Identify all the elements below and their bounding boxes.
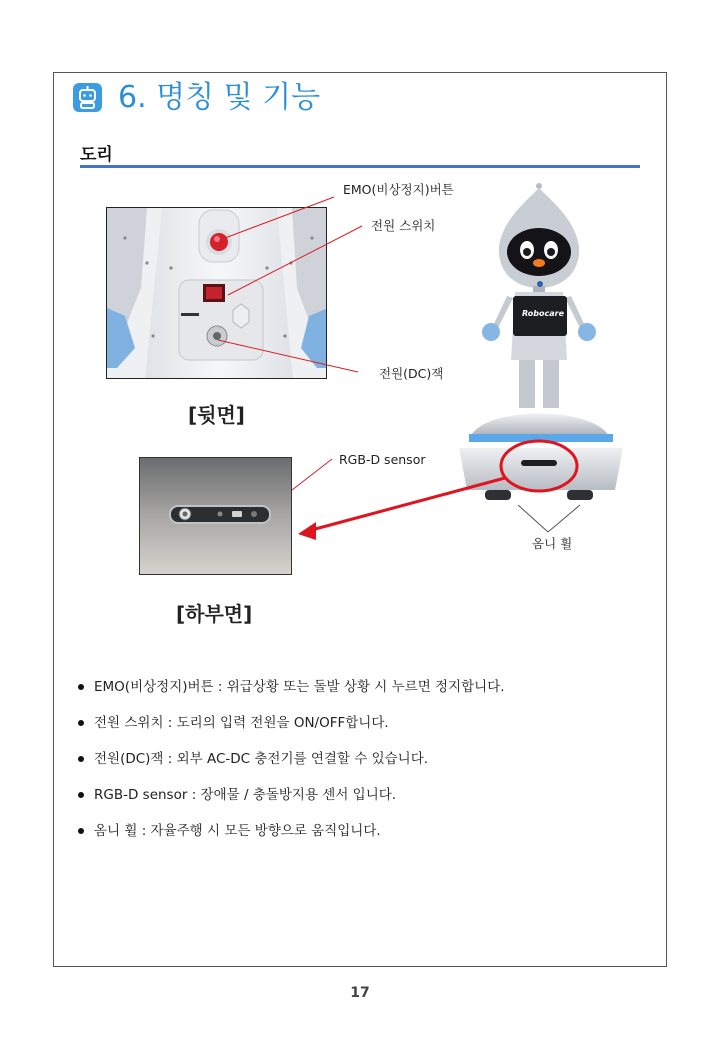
bottom-caption: [하부면] — [176, 602, 253, 626]
robot-image — [455, 180, 633, 505]
subsection-title: 도리 — [80, 145, 113, 165]
bullet-icon — [78, 684, 84, 690]
section-title: 6. 명칭 및 기능 — [118, 80, 321, 115]
bullet-icon — [78, 720, 84, 726]
list-item-text: RGB-D sensor : 장애물 / 충돌방지용 센서 입니다. — [94, 787, 397, 803]
bottom-photo — [139, 457, 292, 575]
page-number: 17 — [350, 985, 370, 1001]
robot-icon — [73, 83, 102, 112]
rgbd-sensor-callout: RGB-D sensor — [339, 452, 426, 467]
bullet-icon — [78, 756, 84, 762]
list-item-text: 옴니 휠 : 자율주행 시 모든 방향으로 움직입니다. — [94, 823, 381, 839]
list-item — [76, 676, 505, 712]
feature-list — [76, 676, 505, 856]
emo-button-callout: EMO(비상정지)버튼 — [343, 182, 454, 197]
list-item — [76, 712, 505, 748]
bullet-icon — [78, 828, 84, 834]
robot-screen-brand: Robocare — [522, 309, 564, 318]
bullet-icon — [78, 792, 84, 798]
list-item — [76, 784, 505, 820]
back-photo — [106, 207, 327, 379]
dc-jack-callout: 전원(DC)잭 — [379, 366, 444, 381]
back-caption: [뒷면] — [188, 403, 245, 427]
power-switch-callout: 전원 스위치 — [371, 218, 436, 233]
list-item-text: 전원(DC)잭 : 외부 AC-DC 충전기를 연결할 수 있습니다. — [94, 751, 429, 767]
omni-wheel-callout: 옴니 휠 — [532, 536, 573, 551]
list-item — [76, 748, 505, 784]
list-item-text: EMO(비상정지)버튼 : 위급상황 또는 돌발 상황 시 누르면 정지합니다. — [94, 679, 505, 695]
subsection-rule — [80, 165, 640, 168]
list-item-text: 전원 스위치 : 도리의 입력 전원을 ON/OFF합니다. — [94, 715, 389, 731]
list-item — [76, 820, 505, 856]
